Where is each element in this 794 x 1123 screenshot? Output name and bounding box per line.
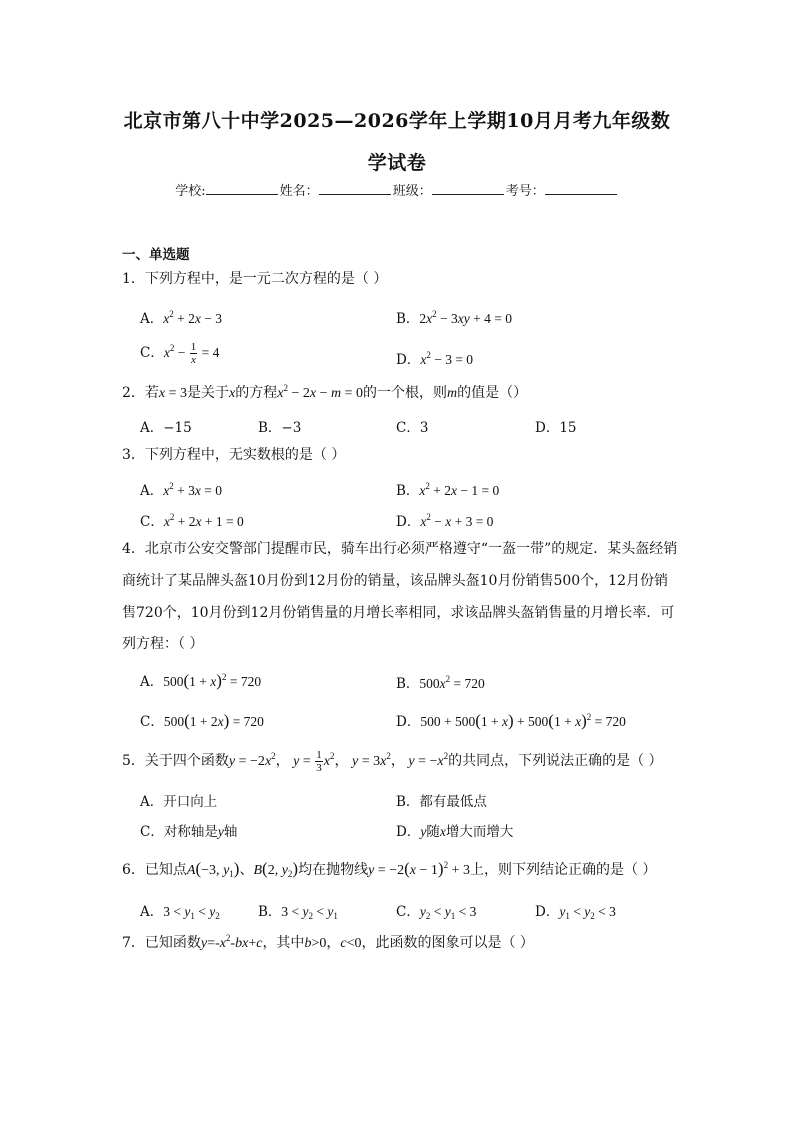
question-5-stem: 5．关于四个函数$y = -2x^2$， y = $\frac{1}{3}$ $x^2$， $y = 3x^2$， $y = -x^2$的共同点，下列说法正确的是（ ） bbox=[122, 748, 663, 774]
q2-option-b[interactable]: B．−3 bbox=[258, 420, 302, 436]
name-blank[interactable] bbox=[319, 182, 391, 195]
q5-option-a[interactable]: A．开口向上 bbox=[140, 794, 218, 810]
q4-option-b[interactable]: B．$500x^2 = 720$ bbox=[396, 674, 485, 692]
exam-no-label: 考号： bbox=[505, 184, 545, 199]
q5-option-c[interactable]: C．对称轴是y轴 bbox=[140, 824, 238, 840]
q6-option-b[interactable]: B．$3 < y_2 < y_1$ bbox=[258, 904, 338, 921]
q4-option-a[interactable]: A．$500(1 + x)^2 = 720$ bbox=[140, 671, 262, 690]
question-1-stem: 1．下列方程中，是一元二次方程的是（ ） bbox=[122, 271, 388, 287]
exam-title-line2: 学试卷 bbox=[367, 152, 427, 174]
section-title: 一、单选题 bbox=[122, 247, 190, 263]
school-label: 学校: bbox=[175, 184, 206, 199]
q4-option-d[interactable]: D．$500 + 500(1 + x) + 500(1 + x)^2 = 720$ bbox=[396, 711, 626, 730]
question-4-line2: 商统计了某品牌头盔10月份到12月份的销量，该品牌头盔10月份销售500个，12月份销 bbox=[122, 573, 668, 589]
school-blank[interactable] bbox=[206, 182, 278, 195]
q1-option-d[interactable]: D．$x^2 - 3 = 0$ bbox=[396, 350, 474, 368]
q3-option-b[interactable]: B．$x^2 + 2x - 1 = 0$ bbox=[396, 481, 500, 499]
question-3-stem: 3．下列方程中，无实数根的是（ ） bbox=[122, 447, 346, 463]
question-4-line1: 4．北京市公安交警部门提醒市民，骑车出行必须严格遵守“一盔一带”的规定．某头盔经销 bbox=[122, 541, 678, 557]
q1-option-c[interactable]: C．$x^2$ − $\frac{1}{x}$ = 4 bbox=[140, 341, 220, 366]
question-7-stem: 7．已知函数$y=-x^2-bx+c$，其中b>0，c<0，此函数的图象可以是（ ） bbox=[122, 933, 534, 951]
question-4-line4: 列方程：（ ） bbox=[122, 636, 204, 652]
q5-option-b[interactable]: B．都有最低点 bbox=[396, 794, 487, 810]
q4-option-c[interactable]: C．500(1 + 2x) = 720 bbox=[140, 711, 264, 730]
question-2-stem: 2．若x = 3是关于x的方程$x^2 - 2x - m = 0$的一个根，则m的值是（） bbox=[122, 383, 528, 401]
q3-option-d[interactable]: D．$x^2 - x + 3 = 0$ bbox=[396, 512, 494, 530]
class-blank[interactable] bbox=[432, 182, 504, 195]
q1-option-a[interactable]: A．$x^2 + 2x - 3$ bbox=[140, 309, 222, 327]
question-4-line3: 售720个，10月份到12月份销售量的月增长率相同，求该品牌头盔销售量的月增长率．可 bbox=[122, 605, 675, 621]
q2-option-d[interactable]: D．15 bbox=[535, 420, 577, 436]
exam-title-line1: 北京市第八十中学2025—2026学年上学期10月月考九年级数 bbox=[123, 110, 671, 132]
q3-option-c[interactable]: C．$x^2 + 2x + 1 = 0$ bbox=[140, 512, 244, 530]
question-6-stem: 6．已知点A(−3, $y_1$)、B(2, $y_2$)均在抛物线$y = -2(x - 1)^2 + 3$上，则下列结论正确的是（ ） bbox=[122, 859, 657, 879]
q6-option-d[interactable]: D．$y_1 < y_2 < 3$ bbox=[535, 904, 616, 921]
q2-option-a[interactable]: A．−15 bbox=[140, 420, 192, 436]
q6-option-c[interactable]: C．$y_2 < y_1 < 3$ bbox=[396, 904, 477, 921]
q1-option-b[interactable]: B．$2x^2 - 3xy + 4 = 0$ bbox=[396, 309, 513, 327]
class-label: 班级： bbox=[392, 184, 432, 199]
student-info-line bbox=[0, 180, 794, 199]
exam-no-blank[interactable] bbox=[545, 182, 617, 195]
q5-option-d[interactable]: D．y随x增大而增大 bbox=[396, 824, 514, 840]
q3-option-a[interactable]: A．$x^2 + 3x = 0$ bbox=[140, 481, 222, 499]
q2-option-c[interactable]: C．3 bbox=[396, 420, 429, 436]
q6-option-a[interactable]: A．$3 < y_1 < y_2$ bbox=[140, 904, 220, 921]
name-label: 姓名： bbox=[279, 184, 319, 199]
